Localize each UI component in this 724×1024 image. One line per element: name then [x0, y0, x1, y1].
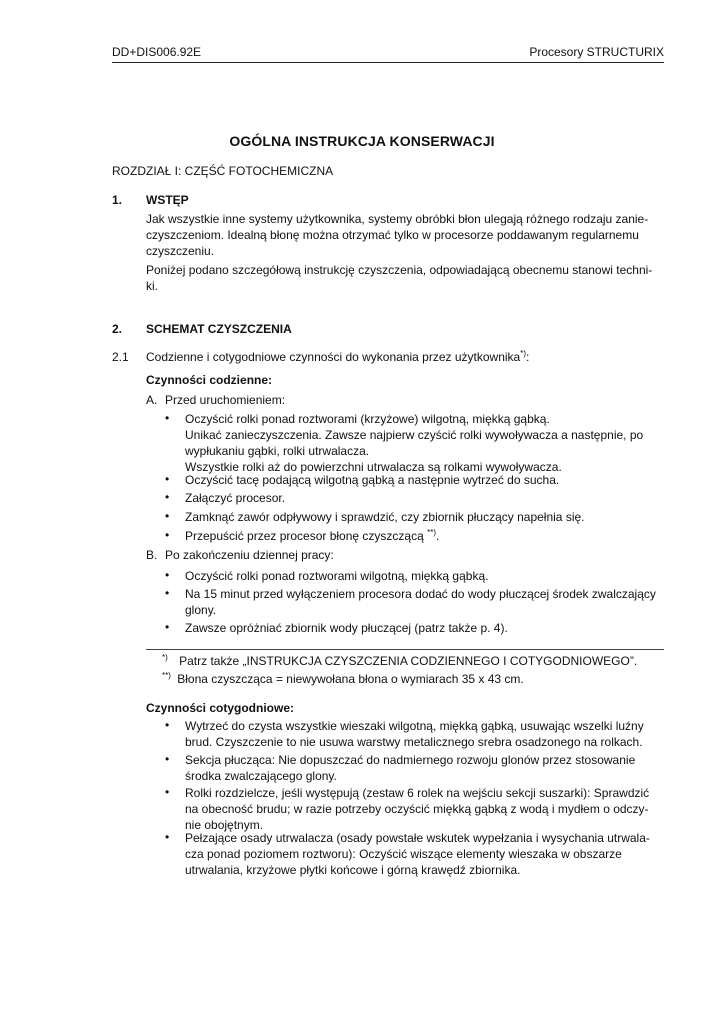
list-item: Zamknąć zawór odpływowy i sprawdzić, czy zbiornik płuczący napełnia się.: [185, 510, 585, 524]
list-a-text: Przed uruchomieniem:: [165, 393, 286, 407]
text-line: utrwalania, krzyżowe płytki końcowe i górną krawędź zbiornika.: [185, 863, 521, 877]
text-line: brud. Czyszczenie to nie usuwa warstwy metalicznego srebra osadzonego na rolkach.: [185, 735, 643, 749]
subsection-number: 2.1: [112, 350, 129, 364]
footnote-ref: *): [520, 349, 526, 358]
text-line: Poniżej podano szczegółową instrukcję czyszczenia, odpowiadającą obecnemu stanowi techni-: [146, 263, 653, 277]
list-item: [185, 411, 669, 475]
bullet-icon: •: [165, 490, 170, 504]
bullet-icon: •: [165, 509, 170, 523]
list-item: [185, 586, 669, 618]
list-item: [185, 752, 669, 784]
footnote-mark: *): [162, 653, 168, 662]
text-line: glony.: [185, 603, 217, 617]
text-line: Wszystkie rolki aż do powierzchni utrwalacza są rolkami wywoływacza.: [185, 460, 562, 474]
bullet-icon: •: [165, 528, 170, 542]
daily-heading: Czynności codzienne:: [146, 373, 273, 387]
text-line: wypłukaniu gąbki, rolki utrwalacza.: [185, 444, 370, 458]
list-item: [185, 528, 669, 544]
text-line: czyszczeniom. Idealną błonę można otrzymać tylko w procesorze poddawanym regularnemu: [146, 228, 639, 242]
bullet-icon: •: [165, 411, 170, 425]
list-item: Oczyścić tacę podającą wilgotną gąbką a następnie wytrzeć do sucha.: [185, 473, 560, 487]
text-line: Oczyścić rolki ponad roztworami (krzyżowe) wilgotną, miękką gąbką.: [185, 412, 550, 426]
bullet-icon: •: [165, 472, 170, 486]
text-line: Sekcja płucząca: Nie dopuszczać do nadmiernego rozwoju glonów przez stosowanie: [185, 753, 636, 767]
bullet-icon: •: [165, 752, 170, 766]
text-line: na obecność brudu; w razie potrzeby oczyścić miękką gąbką z wodą i mydłem o odczy-: [185, 802, 649, 816]
text-line: Rolki rozdzielcze, jeśli występują (zestaw 6 rolek na wejściu sekcji suszarki): Sprawdzić: [185, 786, 650, 800]
list-item: Załączyć procesor.: [185, 491, 286, 505]
footnote-2: [162, 672, 524, 686]
bullet-icon: •: [165, 718, 170, 732]
section2-number: 2.: [112, 322, 123, 336]
product-name: Procesory STRUCTURIX: [529, 45, 664, 59]
list-item: [185, 785, 669, 833]
bullet-icon: •: [165, 586, 170, 600]
text-line: środka zwalczającego glony.: [185, 769, 337, 783]
text-line: Unikać zanieczyszczenia. Zawsze najpierw czyścić rolki wywoływacza a następnie, po: [185, 428, 644, 442]
colon: :: [525, 350, 530, 364]
bullet-icon: •: [165, 568, 170, 582]
header-rule: [112, 62, 664, 63]
list-a-label: A.: [146, 393, 158, 407]
list-item: [185, 830, 669, 878]
footnote-ref: **): [427, 528, 436, 537]
text-line: Wytrzeć do czysta wszystkie wieszaki wilgotną, miękką gąbką, usuwając wszelki luźny: [185, 719, 644, 733]
chapter-heading: ROZDZIAŁ I: CZĘŚĆ FOTOCHEMICZNA: [112, 164, 334, 178]
list-item: Oczyścić rolki ponad roztworami wilgotną, miękką gąbką.: [185, 569, 489, 583]
doc-code: DD+DIS006.92E: [112, 45, 202, 59]
period: .: [436, 529, 440, 543]
page-title: OGÓLNA INSTRUKCJA KONSERWACJI: [229, 133, 495, 149]
footnote-mark: **): [162, 671, 171, 680]
bullet-icon: •: [165, 785, 170, 799]
footnote-text: Patrz także „INSTRUKCJA CZYSZCZENIA CODZIENNEGO I COTYGODNIOWEGO”.: [179, 654, 638, 668]
footnote-text: Błona czyszcząca = niewywołana błona o wymiarach 35 x 43 cm.: [177, 672, 524, 686]
weekly-heading: Czynności cotygodniowe:: [146, 701, 295, 715]
text-line: czyszczeniu.: [146, 244, 215, 258]
subsection-label: Codzienne i cotygodniowe czynności do wykonania przez użytkownika: [146, 350, 521, 364]
section2-heading: SCHEMAT CZYSZCZENIA: [146, 322, 292, 336]
text-line: cza ponad poziomem roztworu): Oczyścić wiszące elementy wieszaka w obszarze: [185, 847, 622, 861]
list-item: [185, 718, 669, 750]
section1-heading: WSTĘP: [146, 193, 189, 207]
section1-para2: [146, 262, 652, 294]
list-b-label: B.: [146, 548, 158, 562]
text-line: Pełzające osady utrwalacza (osady powstałe wskutek wypełzania i wysychania utrwala-: [185, 831, 650, 845]
section1-number: 1.: [112, 193, 123, 207]
list-b-text: Po zakończeniu dziennej pracy:: [165, 548, 334, 562]
section1-para1: [146, 211, 648, 259]
bullet-icon: •: [165, 830, 170, 844]
list-item: Zawsze opróżniać zbiornik wody płuczącej (patrz także p. 4).: [185, 621, 508, 635]
item-text: Przepuścić przez procesor błonę czyszczącą: [185, 529, 428, 543]
footnote-rule: [146, 649, 664, 650]
text-line: Na 15 minut przed wyłączeniem procesora dodać do wody płuczącej środek zwalczający: [185, 587, 656, 601]
bullet-icon: •: [165, 620, 170, 634]
text-line: ki.: [146, 279, 158, 293]
text-line: Jak wszystkie inne systemy użytkownika, systemy obróbki błon ulegają różnego rodzaju zanie-: [146, 212, 649, 226]
text-line: nie obojętnym.: [185, 818, 264, 832]
footnote-1: [162, 654, 637, 668]
subsection-text: [146, 350, 529, 364]
